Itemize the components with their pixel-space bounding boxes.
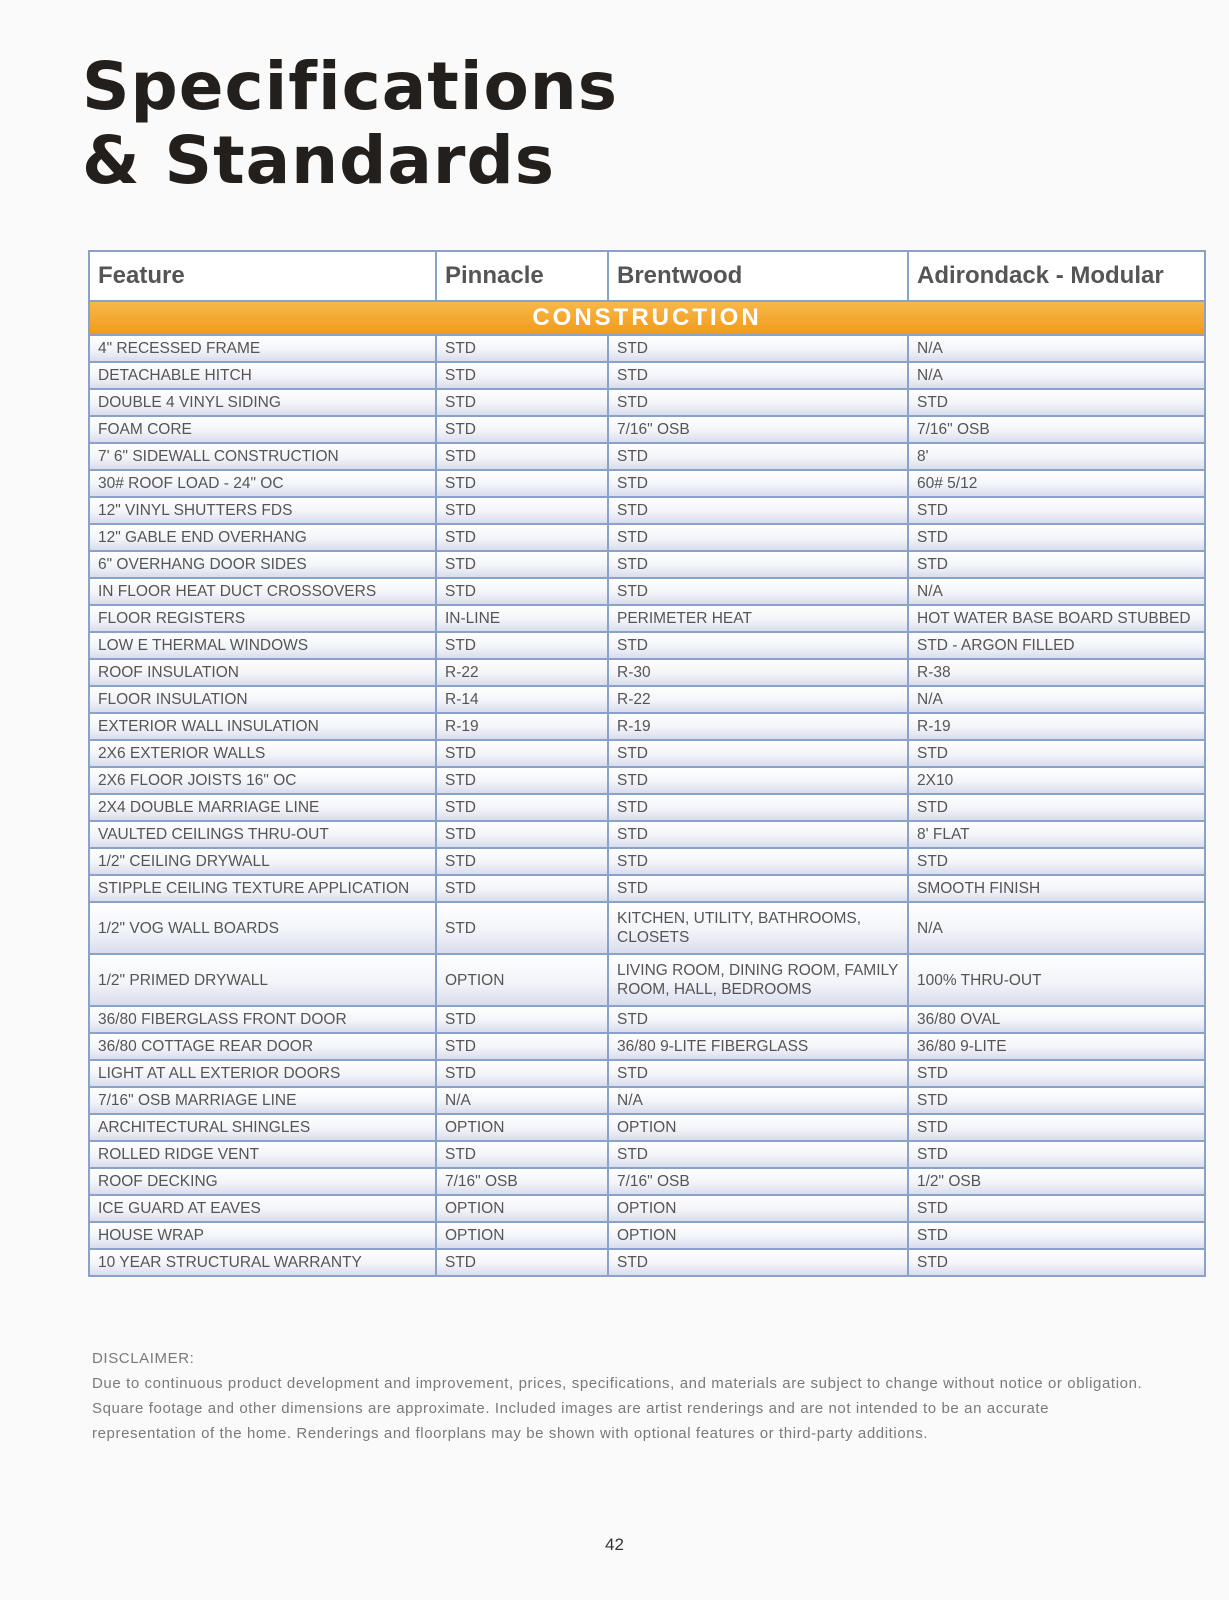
cell-brentwood: STD (608, 821, 908, 848)
cell-feature: 12" VINYL SHUTTERS FDS (89, 497, 436, 524)
table-row (89, 1006, 1205, 1033)
cell-brentwood: STD (608, 362, 908, 389)
cell-feature: FOAM CORE (89, 416, 436, 443)
cell-brentwood: STD (608, 443, 908, 470)
cell-brentwood: STD (608, 740, 908, 767)
column-header-feature: Feature (89, 251, 436, 301)
cell-adirondack: STD (908, 1141, 1205, 1168)
cell-feature: 36/80 COTTAGE REAR DOOR (89, 1033, 436, 1060)
cell-adirondack: 8' (908, 443, 1205, 470)
cell-brentwood: STD (608, 767, 908, 794)
cell-adirondack: N/A (908, 362, 1205, 389)
cell-pinnacle: OPTION (436, 954, 608, 1006)
table-row (89, 821, 1205, 848)
cell-pinnacle: STD (436, 794, 608, 821)
cell-pinnacle: STD (436, 821, 608, 848)
table-row (89, 1060, 1205, 1087)
cell-pinnacle: OPTION (436, 1114, 608, 1141)
cell-brentwood: STD (608, 632, 908, 659)
cell-feature: EXTERIOR WALL INSULATION (89, 713, 436, 740)
table-row (89, 1114, 1205, 1141)
cell-adirondack: STD (908, 794, 1205, 821)
cell-adirondack: STD (908, 524, 1205, 551)
cell-brentwood: STD (608, 794, 908, 821)
cell-feature: STIPPLE CEILING TEXTURE APPLICATION (89, 875, 436, 902)
table-row (89, 767, 1205, 794)
cell-feature: 1/2" VOG WALL BOARDS (89, 902, 436, 954)
cell-adirondack: 100% THRU-OUT (908, 954, 1205, 1006)
cell-brentwood: STD (608, 875, 908, 902)
table-row (89, 1249, 1205, 1276)
cell-feature: DOUBLE 4 VINYL SIDING (89, 389, 436, 416)
cell-brentwood: STD (608, 1249, 908, 1276)
cell-feature: FLOOR INSULATION (89, 686, 436, 713)
cell-brentwood: R-30 (608, 659, 908, 686)
cell-feature: FLOOR REGISTERS (89, 605, 436, 632)
cell-adirondack: STD (908, 1087, 1205, 1114)
table-row (89, 740, 1205, 767)
cell-adirondack: STD (908, 497, 1205, 524)
cell-brentwood: STD (608, 497, 908, 524)
table-row (89, 1033, 1205, 1060)
table-row (89, 659, 1205, 686)
cell-brentwood: STD (608, 1006, 908, 1033)
cell-brentwood: STD (608, 1141, 908, 1168)
cell-adirondack: 60# 5/12 (908, 470, 1205, 497)
cell-pinnacle: N/A (436, 1087, 608, 1114)
cell-brentwood: STD (608, 551, 908, 578)
table-row (89, 713, 1205, 740)
specifications-table (88, 250, 1206, 1277)
table-row (89, 470, 1205, 497)
cell-feature: LOW E THERMAL WINDOWS (89, 632, 436, 659)
cell-pinnacle: OPTION (436, 1195, 608, 1222)
table-row (89, 632, 1205, 659)
cell-feature: 2X6 FLOOR JOISTS 16" OC (89, 767, 436, 794)
cell-brentwood: STD (608, 1060, 908, 1087)
cell-feature: ICE GUARD AT EAVES (89, 1195, 436, 1222)
cell-pinnacle: STD (436, 551, 608, 578)
table-row (89, 578, 1205, 605)
cell-adirondack: 8' FLAT (908, 821, 1205, 848)
cell-pinnacle: STD (436, 1006, 608, 1033)
column-header-pinnacle: Pinnacle (436, 251, 608, 301)
cell-pinnacle: R-22 (436, 659, 608, 686)
cell-adirondack: STD (908, 1222, 1205, 1249)
table-row (89, 1168, 1205, 1195)
cell-adirondack: R-38 (908, 659, 1205, 686)
table-row (89, 416, 1205, 443)
cell-feature: VAULTED CEILINGS THRU-OUT (89, 821, 436, 848)
cell-adirondack: N/A (908, 686, 1205, 713)
cell-brentwood: STD (608, 389, 908, 416)
table-row (89, 551, 1205, 578)
cell-pinnacle: STD (436, 848, 608, 875)
cell-adirondack: 1/2" OSB (908, 1168, 1205, 1195)
cell-brentwood: 36/80 9-LITE FIBERGLASS (608, 1033, 908, 1060)
cell-adirondack: 36/80 OVAL (908, 1006, 1205, 1033)
cell-pinnacle: STD (436, 1060, 608, 1087)
cell-adirondack: STD - ARGON FILLED (908, 632, 1205, 659)
cell-pinnacle: STD (436, 1249, 608, 1276)
table-row (89, 1087, 1205, 1114)
cell-feature: 2X6 EXTERIOR WALLS (89, 740, 436, 767)
cell-feature: ROLLED RIDGE VENT (89, 1141, 436, 1168)
table-header-row (89, 251, 1205, 301)
table-row (89, 524, 1205, 551)
cell-feature: ARCHITECTURAL SHINGLES (89, 1114, 436, 1141)
cell-feature: IN FLOOR HEAT DUCT CROSSOVERS (89, 578, 436, 605)
cell-pinnacle: STD (436, 1141, 608, 1168)
table-row (89, 686, 1205, 713)
cell-pinnacle: STD (436, 740, 608, 767)
cell-adirondack: 36/80 9-LITE (908, 1033, 1205, 1060)
cell-adirondack: N/A (908, 335, 1205, 362)
cell-brentwood: KITCHEN, UTILITY, BATHROOMS, CLOSETS (608, 902, 908, 954)
cell-feature: 12" GABLE END OVERHANG (89, 524, 436, 551)
disclaimer (92, 1346, 1152, 1446)
cell-feature: DETACHABLE HITCH (89, 362, 436, 389)
table-row (89, 954, 1205, 1006)
cell-feature: 2X4 DOUBLE MARRIAGE LINE (89, 794, 436, 821)
cell-brentwood: PERIMETER HEAT (608, 605, 908, 632)
cell-adirondack: STD (908, 1060, 1205, 1087)
table-row (89, 389, 1205, 416)
cell-adirondack: N/A (908, 578, 1205, 605)
cell-adirondack: 2X10 (908, 767, 1205, 794)
cell-pinnacle: STD (436, 1033, 608, 1060)
table-row (89, 794, 1205, 821)
cell-feature: 7' 6" SIDEWALL CONSTRUCTION (89, 443, 436, 470)
cell-feature: ROOF INSULATION (89, 659, 436, 686)
page-title-line-2: & Standards (82, 122, 555, 199)
cell-pinnacle: IN-LINE (436, 605, 608, 632)
cell-brentwood: R-19 (608, 713, 908, 740)
cell-brentwood: STD (608, 578, 908, 605)
cell-feature: 36/80 FIBERGLASS FRONT DOOR (89, 1006, 436, 1033)
page-title-line-1: Specifications (82, 48, 619, 125)
cell-pinnacle: STD (436, 632, 608, 659)
table-row (89, 605, 1205, 632)
cell-pinnacle: STD (436, 389, 608, 416)
cell-feature: 10 YEAR STRUCTURAL WARRANTY (89, 1249, 436, 1276)
table-row (89, 443, 1205, 470)
cell-adirondack: STD (908, 551, 1205, 578)
cell-brentwood: STD (608, 470, 908, 497)
cell-adirondack: STD (908, 740, 1205, 767)
cell-feature: 6" OVERHANG DOOR SIDES (89, 551, 436, 578)
cell-pinnacle: STD (436, 470, 608, 497)
cell-brentwood: 7/16" OSB (608, 416, 908, 443)
cell-brentwood: STD (608, 524, 908, 551)
cell-adirondack: R-19 (908, 713, 1205, 740)
disclaimer-text: Due to continuous product development and improvement, prices, specifications, and materials are subject to change without notice or obligation. Square footage and other dimensions are approximate. Included images are artist renderings and are not intended to be an accurate representation of the home. Renderings and floorplans may be shown with optional features or third-party additions. (92, 1375, 1143, 1442)
cell-pinnacle: STD (436, 875, 608, 902)
cell-adirondack: HOT WATER BASE BOARD STUBBED (908, 605, 1205, 632)
section-header-row (89, 301, 1205, 335)
column-header-brentwood: Brentwood (608, 251, 908, 301)
cell-adirondack: SMOOTH FINISH (908, 875, 1205, 902)
cell-feature: HOUSE WRAP (89, 1222, 436, 1249)
cell-feature: 30# ROOF LOAD - 24" OC (89, 470, 436, 497)
cell-pinnacle: STD (436, 497, 608, 524)
cell-adirondack: 7/16" OSB (908, 416, 1205, 443)
cell-adirondack: STD (908, 1114, 1205, 1141)
page-title (82, 50, 618, 198)
cell-brentwood: STD (608, 848, 908, 875)
cell-feature: 1/2" PRIMED DRYWALL (89, 954, 436, 1006)
cell-adirondack: STD (908, 848, 1205, 875)
table-row (89, 1195, 1205, 1222)
cell-adirondack: STD (908, 1195, 1205, 1222)
cell-pinnacle: STD (436, 443, 608, 470)
cell-adirondack: STD (908, 389, 1205, 416)
table-row (89, 497, 1205, 524)
cell-brentwood: OPTION (608, 1114, 908, 1141)
cell-pinnacle: STD (436, 335, 608, 362)
cell-pinnacle: R-19 (436, 713, 608, 740)
table-row (89, 875, 1205, 902)
cell-adirondack: STD (908, 1249, 1205, 1276)
cell-pinnacle: R-14 (436, 686, 608, 713)
column-header-adirondack: Adirondack - Modular (908, 251, 1205, 301)
table-row (89, 335, 1205, 362)
section-header-construction: CONSTRUCTION (89, 301, 1205, 335)
cell-brentwood: OPTION (608, 1222, 908, 1249)
table-row (89, 848, 1205, 875)
cell-pinnacle: STD (436, 416, 608, 443)
cell-pinnacle: STD (436, 578, 608, 605)
cell-pinnacle: STD (436, 902, 608, 954)
table-row (89, 362, 1205, 389)
cell-brentwood: STD (608, 335, 908, 362)
cell-brentwood: N/A (608, 1087, 908, 1114)
cell-adirondack: N/A (908, 902, 1205, 954)
cell-feature: ROOF DECKING (89, 1168, 436, 1195)
cell-pinnacle: STD (436, 524, 608, 551)
cell-brentwood: R-22 (608, 686, 908, 713)
cell-pinnacle: STD (436, 362, 608, 389)
cell-feature: 1/2" CEILING DRYWALL (89, 848, 436, 875)
table-row (89, 902, 1205, 954)
cell-feature: 7/16" OSB MARRIAGE LINE (89, 1087, 436, 1114)
cell-pinnacle: OPTION (436, 1222, 608, 1249)
cell-brentwood: 7/16" OSB (608, 1168, 908, 1195)
cell-feature: 4" RECESSED FRAME (89, 335, 436, 362)
cell-feature: LIGHT AT ALL EXTERIOR DOORS (89, 1060, 436, 1087)
cell-pinnacle: STD (436, 767, 608, 794)
cell-pinnacle: 7/16" OSB (436, 1168, 608, 1195)
table-row (89, 1141, 1205, 1168)
page-number: 42 (605, 1535, 624, 1554)
disclaimer-heading: DISCLAIMER: (92, 1350, 195, 1367)
table-row (89, 1222, 1205, 1249)
cell-brentwood: LIVING ROOM, DINING ROOM, FAMILY ROOM, HALL, BEDROOMS (608, 954, 908, 1006)
cell-brentwood: OPTION (608, 1195, 908, 1222)
